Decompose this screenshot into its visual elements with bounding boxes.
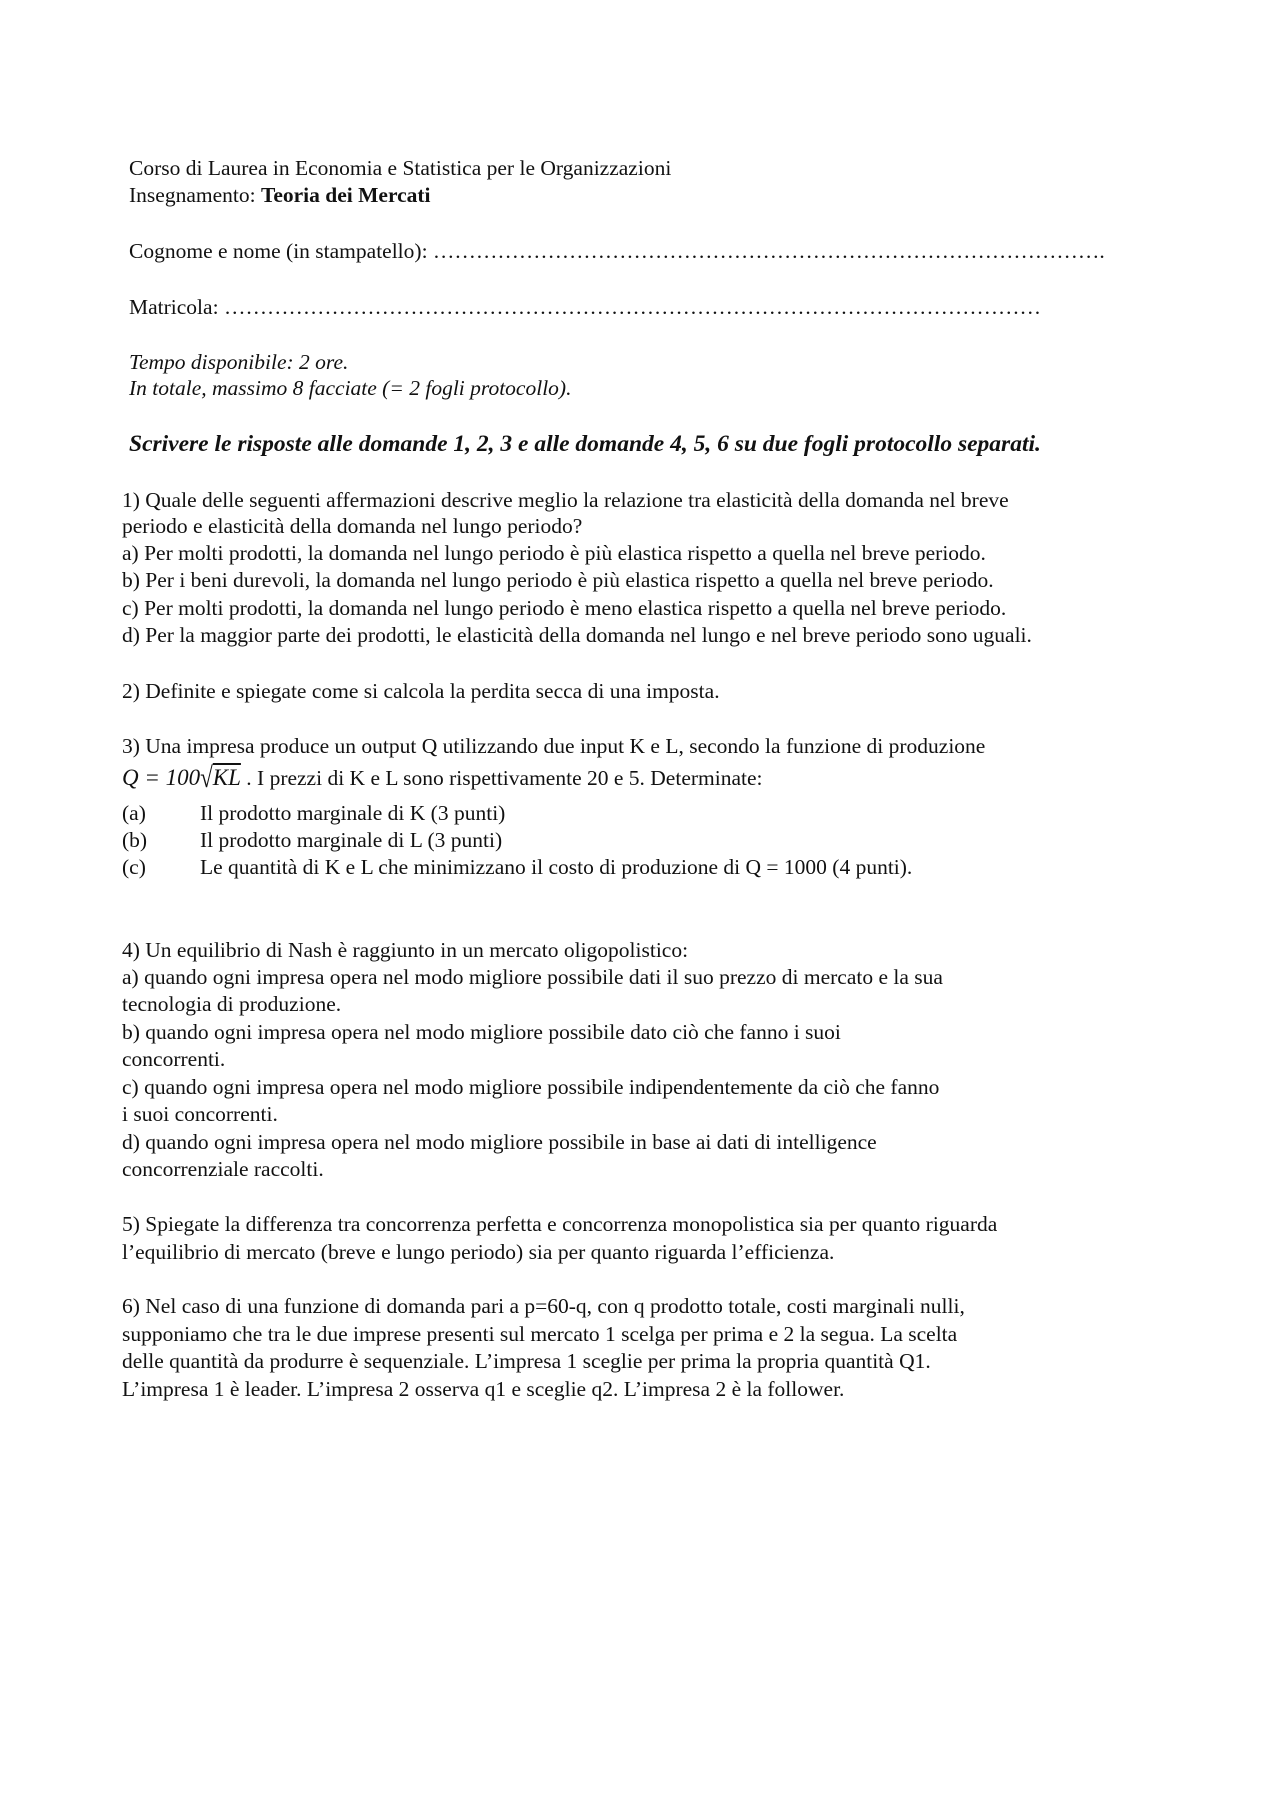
q3-text-line1: 3) Una impresa produce un output Q utilizzando due input K e L, secondo la funzione di produzione xyxy=(122,734,986,758)
course-title: Corso di Laurea in Economia e Statistica per le Organizzazioni xyxy=(129,156,672,180)
q6-text-line2: supponiamo che tra le due imprese presenti sul mercato 1 scelga per prima e 2 la segua. La scelta xyxy=(122,1322,958,1346)
id-label: Matricola: xyxy=(129,295,219,319)
q1-option-b: b) Per i beni durevoli, la domanda nel lungo periodo è più elastica rispetto a quella nel breve periodo. xyxy=(122,568,994,592)
pages-instruction: In totale, massimo 8 facciate (= 2 fogli protocollo). xyxy=(129,376,572,400)
q4-option-a-line1: a) quando ogni impresa opera nel modo migliore possibile dati il suo prezzo di mercato e la sua xyxy=(122,965,943,989)
id-field xyxy=(129,294,1041,320)
formula-lhs: Q = 100 xyxy=(122,765,201,790)
q3-item-text: Il prodotto marginale di K (3 punti) xyxy=(200,801,506,825)
q3-item-label: (a) xyxy=(122,801,146,825)
q3-item-b xyxy=(122,827,502,853)
q6-text-line1: 6) Nel caso di una funzione di domanda pari a p=60-q, con q prodotto totale, costi marginali nulli, xyxy=(122,1294,965,1318)
q1-text-line2: periodo e elasticità della domanda nel lungo periodo? xyxy=(122,514,583,538)
q1-text-line1: 1) Quale delle seguenti affermazioni descrive meglio la relazione tra elasticità della domanda nel breve xyxy=(122,488,1009,512)
separate-sheets-instruction: Scrivere le risposte alle domande 1, 2, 3 e alle domande 4, 5, 6 su due fogli protocollo separati. xyxy=(129,431,1041,457)
formula-radicand: KL xyxy=(212,765,241,790)
subject-name: Teoria dei Mercati xyxy=(260,183,431,207)
q4-option-b-line2: concorrenti. xyxy=(122,1047,226,1071)
q6-text-line3: delle quantità da produrre è sequenziale. L’impresa 1 sceglie per prima la propria quantità Q1. xyxy=(122,1349,931,1373)
subject-line xyxy=(129,182,431,208)
q5-text-line2: l’equilibrio di mercato (breve e lungo periodo) sia per quanto riguarda l’efficienza. xyxy=(122,1240,835,1264)
q4-option-a-line2: tecnologia di produzione. xyxy=(122,992,342,1016)
name-label: Cognome e nome (in stampatello): xyxy=(129,239,428,263)
q3-item-c xyxy=(122,854,912,880)
q5-text-line1: 5) Spiegate la differenza tra concorrenza perfetta e concorrenza monopolistica sia per quanto riguarda xyxy=(122,1212,998,1236)
subject-label: Insegnamento: xyxy=(129,183,256,207)
q1-option-d: d) Per la maggior parte dei prodotti, le elasticità della domanda nel lungo e nel breve periodo sono uguali. xyxy=(122,623,1032,647)
q2-text: 2) Definite e spiegate come si calcola la perdita secca di una imposta. xyxy=(122,679,720,703)
name-field xyxy=(129,238,1105,264)
q3-formula-line xyxy=(122,761,763,793)
q3-item-text: Il prodotto marginale di L (3 punti) xyxy=(200,828,503,852)
q4-option-c-line2: i suoi concorrenti. xyxy=(122,1102,278,1126)
name-dots: …………………………………………………………………………………. xyxy=(432,239,1105,263)
production-function xyxy=(122,761,241,793)
time-instruction: Tempo disponibile: 2 ore. xyxy=(129,350,349,374)
q3-item-label: (c) xyxy=(122,855,146,879)
q4-option-b-line1: b) quando ogni impresa opera nel modo migliore possibile dato ciò che fanno i suoi xyxy=(122,1020,841,1044)
q3-item-label: (b) xyxy=(122,828,148,852)
q4-option-d-line2: concorrenziale raccolti. xyxy=(122,1157,324,1181)
q4-text: 4) Un equilibrio di Nash è raggiunto in un mercato oligopolistico: xyxy=(122,938,689,962)
id-dots: …………………………………………………………………………………………………… xyxy=(223,295,1041,319)
q1-option-a: a) Per molti prodotti, la domanda nel lungo periodo è più elastica rispetto a quella nel breve periodo. xyxy=(122,541,986,565)
q6-text-line4: L’impresa 1 è leader. L’impresa 2 osserva q1 e sceglie q2. L’impresa 2 è la follower. xyxy=(122,1377,845,1401)
q3-text-line2: . I prezzi di K e L sono rispettivamente 20 e 5. Determinate: xyxy=(240,766,763,790)
q4-option-c-line1: c) quando ogni impresa opera nel modo migliore possibile indipendentemente da ciò che fanno xyxy=(122,1075,940,1099)
sqrt-symbol: √ xyxy=(200,761,213,793)
q4-option-d-line1: d) quando ogni impresa opera nel modo migliore possibile in base ai dati di intelligence xyxy=(122,1130,877,1154)
q3-item-text: Le quantità di K e L che minimizzano il costo di produzione di Q = 1000 (4 punti). xyxy=(200,855,913,879)
q1-option-c: c) Per molti prodotti, la domanda nel lungo periodo è meno elastica rispetto a quella nel breve periodo. xyxy=(122,596,1007,620)
q3-item-a xyxy=(122,800,505,826)
